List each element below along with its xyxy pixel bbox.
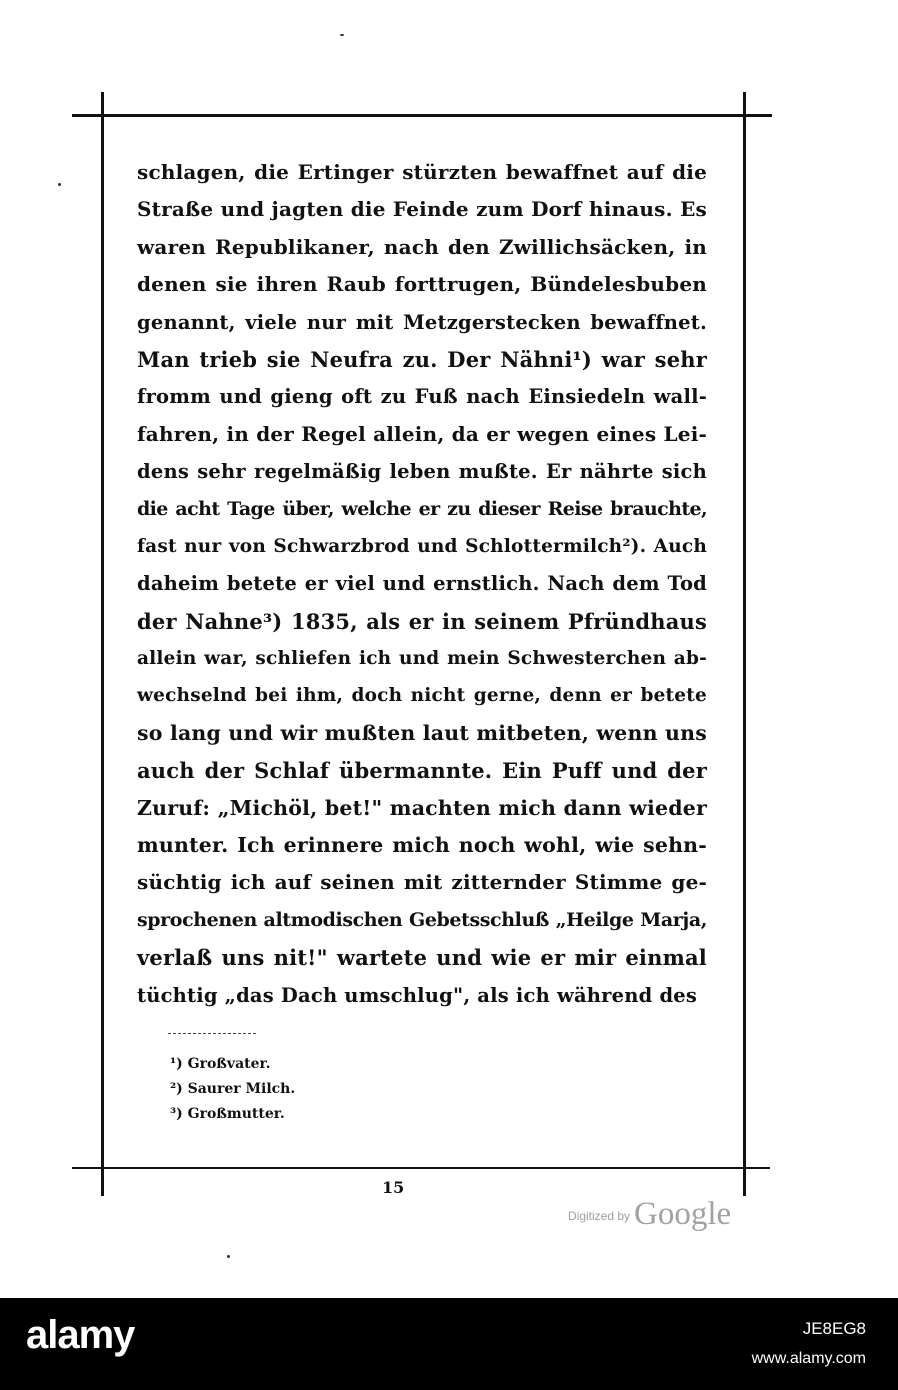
body-text: [137, 154, 707, 1014]
text-line: daheim betete er viel und ernstlich. Nach dem Tod: [137, 572, 707, 596]
text-line: so lang und wir mußten laut mitbeten, wenn uns: [137, 720, 707, 745]
text-line: sprochenen altmodischen Gebetsschluß „Heilge Marja,: [137, 908, 707, 931]
scan-speck: [340, 34, 344, 36]
alamy-logo: alamy: [26, 1313, 135, 1357]
footnote: ¹) Großvater.: [170, 1056, 271, 1072]
google-logo: Google: [634, 1196, 732, 1232]
text-line: auch der Schlaf übermannte. Ein Puff und der: [137, 758, 707, 784]
left-rule: [101, 92, 104, 1196]
text-line: Zuruf: „Michöl, bet!" machten mich dann wieder: [137, 795, 707, 820]
text-line: der Nahne³) 1835, als er in seinem Pfründhaus: [137, 608, 707, 634]
digitized-by-watermark: [568, 1196, 731, 1233]
page-number: 15: [382, 1178, 405, 1197]
text-line: fromm und gieng oft zu Fuß nach Einsiedeln wall-: [137, 385, 707, 409]
footnote: ²) Saurer Milch.: [170, 1081, 296, 1097]
text-line: genannt, viele nur mit Metzgerstecken bewaffnet.: [137, 310, 707, 334]
text-line: Man trieb sie Neufra zu. Der Nähni¹) war sehr: [137, 346, 707, 372]
stock-image-id: JE8EG8: [802, 1319, 866, 1338]
text-line: wechselnd bei ihm, doch nicht gerne, denn er betete: [137, 685, 707, 707]
bottom-rule: [72, 1167, 770, 1169]
text-line: dens sehr regelmäßig leben mußte. Er nährte sich: [137, 460, 707, 484]
text-line: denen sie ihren Raub forttrugen, Bündelesbuben: [137, 272, 707, 297]
text-line: allein war, schliefen ich und mein Schwesterchen ab-: [137, 648, 707, 670]
stock-url: www.alamy.com: [751, 1350, 866, 1367]
footnote-separator: [168, 1033, 256, 1034]
text-line: fahren, in der Regel allein, da er wegen eines Lei-: [137, 421, 707, 446]
digitized-prefix: Digitized by: [568, 1209, 631, 1223]
text-line: Straße und jagten die Feinde zum Dorf hinaus. Es: [137, 197, 707, 222]
stock-watermark-bar: [0, 1298, 898, 1390]
scan-speck: [58, 183, 61, 186]
text-line: schlagen, die Ertinger stürzten bewaffnet auf die: [137, 160, 707, 184]
text-line: süchtig ich auf seinen mit zitternder Stimme ge-: [137, 870, 707, 895]
text-line: waren Republikaner, nach den Zwillichsäcken, in: [137, 234, 707, 259]
footnotes: [170, 1052, 295, 1127]
text-line: tüchtig „das Dach umschlug", als ich während des: [137, 983, 698, 1007]
top-rule: [72, 114, 772, 117]
right-rule: [743, 92, 746, 1196]
scan-speck: [227, 1255, 230, 1258]
text-line: fast nur von Schwarzbrod und Schlottermilch²). Auch: [137, 535, 707, 557]
footnote: ³) Großmutter.: [170, 1106, 285, 1122]
text-line: verlaß uns nit!" wartete und wie er mir einmal: [137, 945, 707, 971]
text-line: die acht Tage über, welche er zu dieser Reise brauchte,: [137, 497, 707, 520]
text-line: munter. Ich erinnere mich noch wohl, wie sehn-: [137, 833, 707, 858]
